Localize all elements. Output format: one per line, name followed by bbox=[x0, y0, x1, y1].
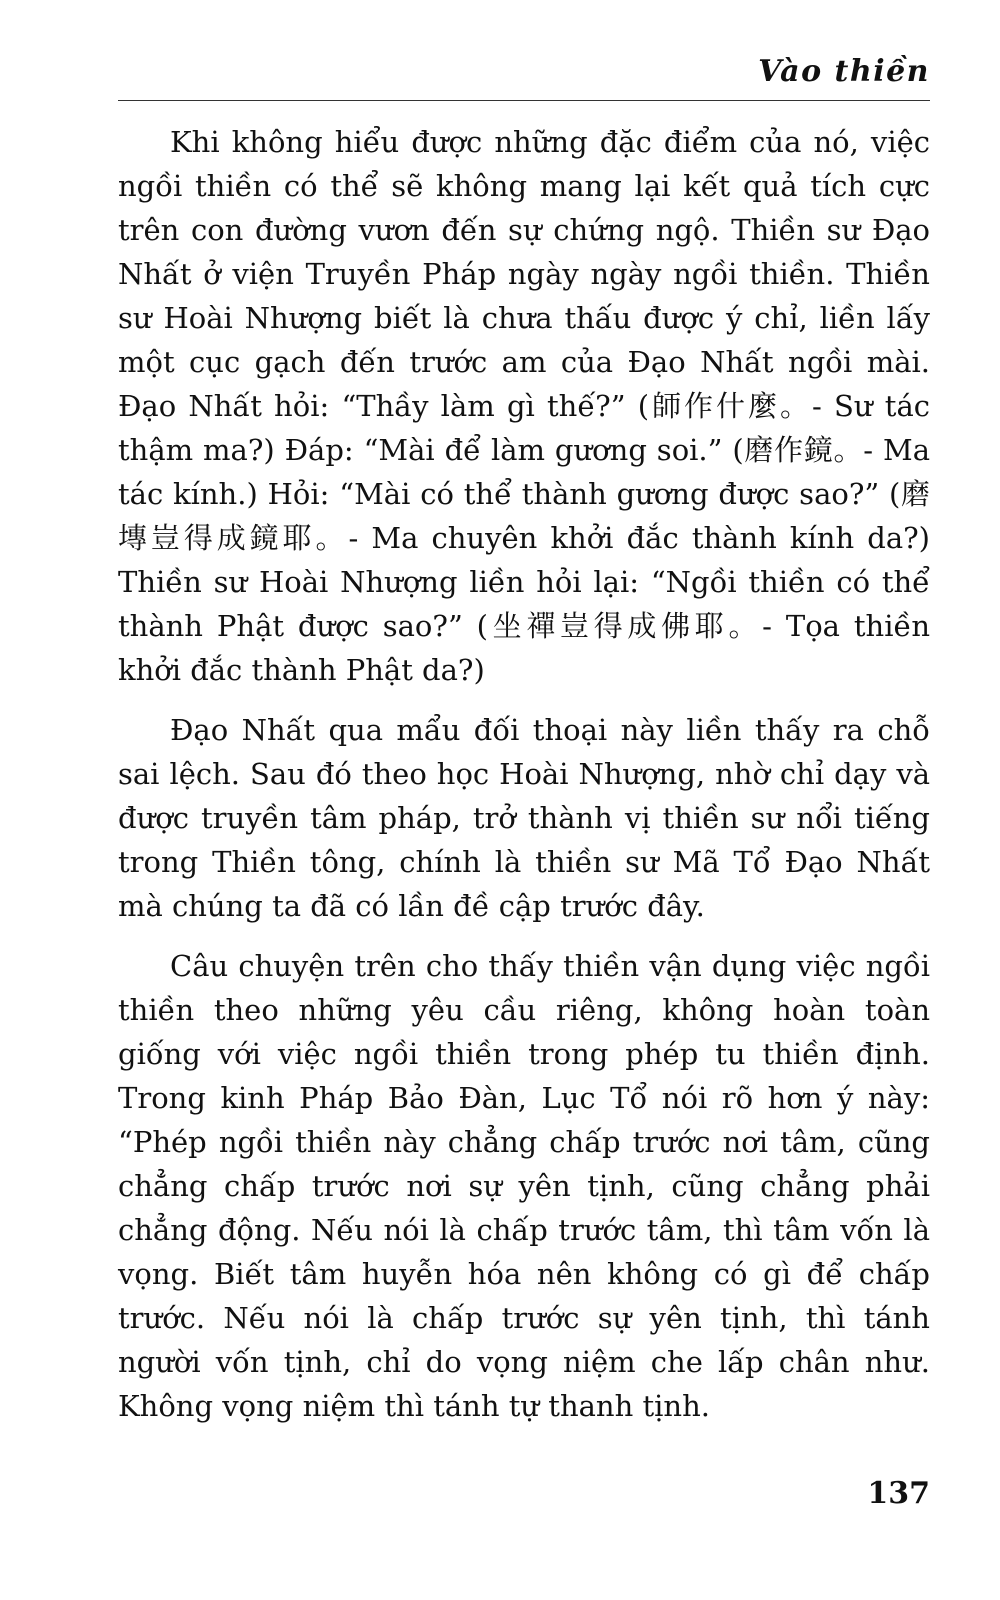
paragraph: Câu chuyện trên cho thấy thiền vận dụng việc ngồi thiền theo những yêu cầu riêng, không hoàn toàn giống với việc ngồi thiền trong phép tu thiền định. Trong kinh Pháp Bảo Đàn, Lục Tổ nói rõ hơn ý này: “Phép ngồi thiền này chẳng chấp trước nơi tâm, cũng chẳng chấp trước nơi sự yên tịnh, cũng chẳng phải chẳng động. Nếu nói là chấp trước tâm, thì tâm vốn là vọng. Biết tâm huyễn hóa nên không có gì để chấp trước. Nếu nói là chấp trước sự yên tịnh, thì tánh người vốn tịnh, chỉ do vọng niệm che lấp chân như. Không vọng niệm thì tánh tự thanh tịnh. bbox=[118, 949, 930, 1423]
body-text bbox=[118, 120, 930, 1444]
running-title: Vào thiền bbox=[758, 54, 930, 89]
page-header bbox=[118, 50, 930, 101]
paragraph: Đạo Nhất qua mẩu đối thoại này liền thấy ra chỗ sai lệch. Sau đó theo học Hoài Nhượng, nhờ chỉ dạy và được truyền tâm pháp, trở thành vị thiền sư nổi tiếng trong Thiền tông, chính là thiền sư Mã Tổ Đạo Nhất mà chúng ta đã có lần đề cập trước đây. bbox=[118, 713, 930, 923]
paragraph: Khi không hiểu được những đặc điểm của nó, việc ngồi thiền có thể sẽ không mang lại kết quả tích cực trên con đường vươn đến sự chứng ngộ. Thiền sư Đạo Nhất ở viện Truyền Pháp ngày ngày ngồi thiền. Thiền sư Hoài Nhượng biết là chưa thấu được ý chỉ, liền lấy một cục gạch đến trước am của Đạo Nhất ngồi mài. Đạo Nhất hỏi: “Thầy làm gì thế?” (師作什麼。- Sư tác thậm ma?) Đáp: “Mài để làm gương soi.” (磨作鏡。- Ma tác kính.) Hỏi: “Mài có thể thành gương được sao?” (磨塼豈得成鏡耶。- Ma chuyên khởi đắc thành kính da?) Thiền sư Hoài Nhượng liền hỏi lại: “Ngồi thiền có thể thành Phật được sao?” (坐禪豈得成佛耶。- Tọa thiền khởi đắc thành Phật da?) bbox=[118, 125, 930, 687]
page-number: 137 bbox=[867, 1476, 930, 1511]
